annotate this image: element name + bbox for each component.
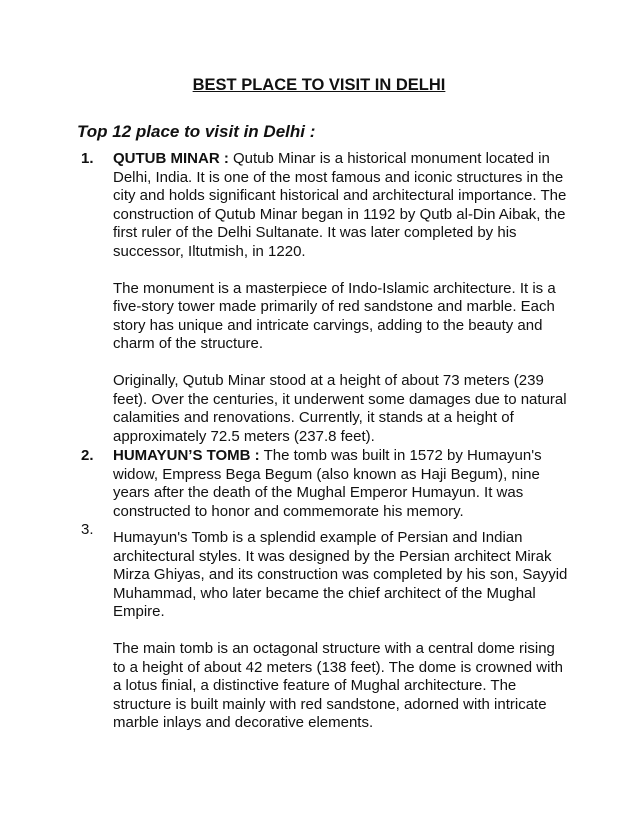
- document-title: BEST PLACE TO VISIT IN DELHI: [192, 76, 446, 94]
- list-number: 1.: [81, 150, 94, 167]
- paragraph: The main tomb is an octagonal structure with a central dome rising to a height of about 42 meters (138 feet). The dome is crowned with a lotus finial, a distinctive feature of Mughal architecture. The structure is built mainly with red sandstone, adorned with intricate marble inlays and decorative elements.: [113, 640, 563, 731]
- list-number: 2.: [81, 447, 94, 464]
- document-subtitle: Top 12 place to visit in Delhi :: [77, 122, 316, 141]
- paragraph: Originally, Qutub Minar stood at a height of about 73 meters (239 feet). Over the centuries, it underwent some damages due to natural calamities and renovations. Currently, it stands at a height of approximately 72.5 meters (237.8 feet).: [113, 372, 567, 445]
- paragraph: Humayun's Tomb is a splendid example of Persian and Indian architectural styles. It was designed by the Persian architect Mirak Mirza Ghiyas, and its construction was completed by his son, Sayyid Muhammad, who later became the chief architect of the Mughal Empire.: [113, 529, 568, 620]
- list-number: 3.: [81, 521, 94, 538]
- list-item-body: [113, 529, 571, 733]
- paragraph: [113, 150, 571, 261]
- item-intro-text: The tomb was built in 1572 by Humayun's widow, Empress Bega Begum (also known as Haji Begum), nine years after the death of the Mughal Emperor Humayun. It was constructed to honor and commemorate his memory.: [113, 447, 542, 520]
- item-label: HUMAYUN’S TOMB :: [113, 447, 260, 464]
- list-item-body: [113, 447, 571, 521]
- paragraph: [113, 447, 571, 521]
- item-intro-text: Qutub Minar is a historical monument located in Delhi, India. It is one of the most famous and iconic structures in the city and holds significant historical and architectural importance. The construction of Qutub Minar began in 1192 by Qutb al-Din Aibak, the first ruler of the Delhi Sultanate. It was later completed by his successor, Iltutmish, in 1220.: [113, 150, 567, 260]
- list-item-body: [113, 150, 571, 446]
- item-label: QUTUB MINAR :: [113, 150, 229, 167]
- paragraph: The monument is a masterpiece of Indo-Islamic architecture. It is a five-story tower made primarily of red sandstone and marble. Each story has unique and intricate carvings, adding to the beauty and charm of the structure.: [113, 279, 556, 352]
